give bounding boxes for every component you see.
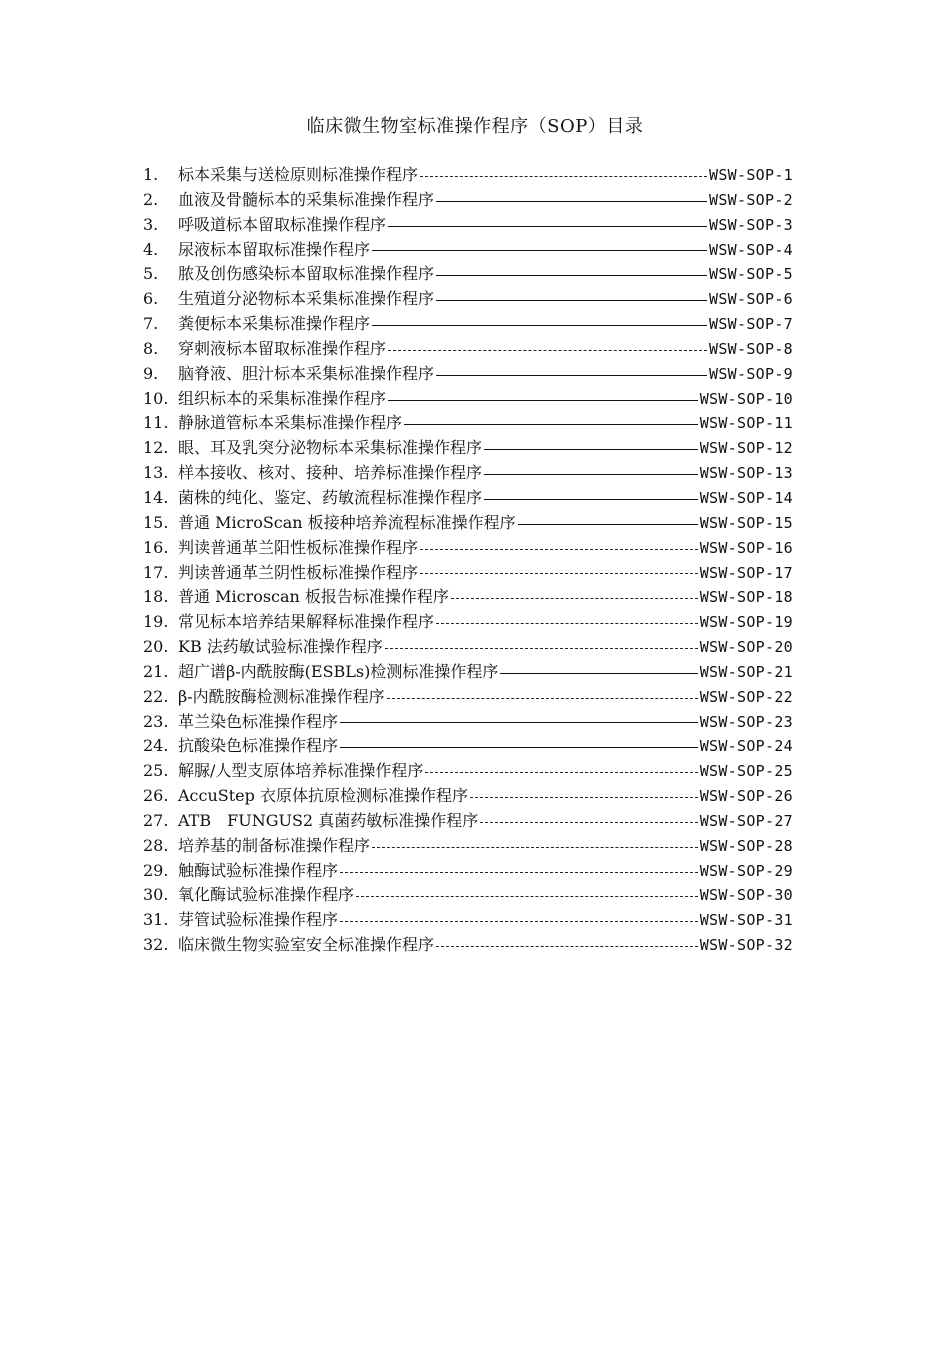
toc-entry-code: WSW-SOP-26 (699, 787, 793, 806)
toc-entry-leader (385, 648, 698, 649)
toc-entry-code: WSW-SOP-30 (699, 886, 793, 905)
toc-entry (143, 511, 793, 536)
toc-entry (143, 635, 793, 660)
toc-entry-title: 脓及创伤感染标本留取标准操作程序 (178, 264, 435, 284)
toc-entry-leader (340, 872, 698, 873)
toc-entry-number: 27. (143, 810, 169, 830)
toc-entry-code: WSW-SOP-1 (709, 166, 793, 184)
toc-entry-title: 氧化酶试验标准操作程序 (178, 885, 355, 905)
toc-entry-number: 3. (143, 214, 159, 234)
toc-entry (143, 461, 793, 486)
toc-entry-leader (470, 797, 698, 798)
toc-entry-leader (372, 325, 707, 326)
toc-entry (143, 262, 793, 287)
toc-entry-title: 超广谱β-内酰胺酶(ESBLs)检测标准操作程序 (178, 661, 499, 681)
toc-entry-title: 脑脊液、胆汁标本采集标准操作程序 (178, 363, 435, 383)
toc-entry-number: 20. (143, 637, 169, 657)
toc-entry-leader (404, 424, 698, 425)
toc-entry-code: WSW-SOP-2 (709, 190, 793, 209)
toc-entry-title: KB 法药敏试验标准操作程序 (178, 637, 383, 657)
toc-entry-code: WSW-SOP-24 (699, 737, 793, 756)
toc-entry-title: 粪便标本采集标准操作程序 (178, 314, 371, 334)
toc-entry-leader (484, 499, 698, 500)
toc-entry-code: WSW-SOP-9 (709, 364, 793, 383)
toc-entry-leader (420, 549, 698, 550)
toc-entry (143, 536, 793, 561)
toc-entry-code: WSW-SOP-19 (699, 613, 793, 632)
toc-entry-leader (436, 623, 698, 624)
toc-entry-title: 培养基的制备标准操作程序 (178, 835, 371, 855)
toc-entry-number: 5. (143, 264, 159, 284)
toc-entry-title: 普通 Microscan 板报告标准操作程序 (178, 587, 449, 607)
toc-entry (143, 809, 793, 834)
toc-entry-title: 判读普通革兰阳性板标准操作程序 (178, 537, 419, 557)
toc-entry-code: WSW-SOP-20 (699, 638, 793, 657)
toc-entry (143, 908, 793, 933)
toc-entry (143, 213, 793, 238)
toc-entry-number: 10. (143, 388, 169, 408)
toc-entry-number: 14. (143, 487, 169, 507)
toc-entry-code: WSW-SOP-17 (699, 563, 793, 582)
toc-entry (143, 411, 793, 436)
toc-entry-title: β-内酰胺酶检测标准操作程序 (178, 686, 385, 706)
toc-entry-number: 16. (143, 537, 169, 557)
toc-entry-code: WSW-SOP-12 (699, 439, 793, 458)
toc-entry-title: 解脲/人型支原体培养标准操作程序 (178, 761, 424, 781)
toc-entry-leader (451, 598, 698, 599)
toc-entry-code: WSW-SOP-23 (699, 712, 793, 731)
toc-entry-leader (425, 772, 697, 773)
toc-entry (143, 834, 793, 859)
toc-entry-leader (500, 673, 697, 674)
toc-entry-title: 呼吸道标本留取标准操作程序 (178, 214, 387, 234)
toc-entry-code: WSW-SOP-6 (709, 290, 793, 309)
toc-entry-code: WSW-SOP-15 (699, 513, 793, 532)
toc-entry-code: WSW-SOP-29 (699, 861, 793, 880)
toc-entry (143, 859, 793, 884)
toc-entry (143, 784, 793, 809)
toc-entry (143, 387, 793, 412)
toc-entry-code: WSW-SOP-27 (699, 811, 793, 830)
toc-entry-leader (484, 474, 698, 475)
toc-entry (143, 486, 793, 511)
toc-entry-code: WSW-SOP-11 (699, 414, 793, 433)
toc-entry-code: WSW-SOP-8 (709, 339, 793, 358)
toc-entry-number: 28. (143, 835, 169, 855)
toc-entry (143, 561, 793, 586)
toc-entry-leader (340, 722, 698, 723)
toc-entry-leader (436, 300, 707, 301)
toc-entry-leader (372, 250, 707, 251)
toc-entry-number: 24. (143, 736, 169, 756)
toc-entry-code: WSW-SOP-25 (699, 762, 793, 781)
toc-entry (143, 188, 793, 213)
toc-entry (143, 337, 793, 362)
toc-entry-title: 血液及骨髓标本的采集标准操作程序 (178, 189, 435, 209)
toc-entry-number: 1. (143, 165, 159, 184)
toc-entry-number: 15. (143, 512, 169, 532)
toc-entry-leader (436, 946, 698, 947)
toc-entry-code: WSW-SOP-31 (699, 911, 793, 930)
toc-entry-number: 12. (143, 438, 169, 458)
toc-entry-title: 菌株的纯化、鉴定、药敏流程标准操作程序 (178, 487, 483, 507)
toc-entry-number: 26. (143, 786, 169, 806)
toc-entry-number: 8. (143, 338, 159, 358)
toc-entry (143, 312, 793, 337)
toc-entry-number: 29. (143, 860, 169, 880)
toc-entry-title: 尿液标本留取标准操作程序 (178, 239, 371, 259)
toc-entry-title: 革兰染色标准操作程序 (178, 711, 339, 731)
toc-entry (143, 685, 793, 710)
toc-entry (143, 710, 793, 735)
toc-list (143, 163, 793, 958)
toc-entry (143, 238, 793, 263)
toc-entry-number: 11. (143, 413, 169, 433)
toc-entry-number: 31. (143, 910, 169, 930)
toc-entry-leader (518, 524, 698, 525)
toc-entry-number: 25. (143, 761, 169, 781)
toc-entry-title: 判读普通革兰阴性板标准操作程序 (178, 562, 419, 582)
toc-entry-title: 组织标本的采集标准操作程序 (178, 388, 387, 408)
toc-entry-code: WSW-SOP-16 (699, 538, 793, 557)
toc-entry-leader (388, 400, 698, 401)
toc-entry-title: 眼、耳及乳突分泌物标本采集标准操作程序 (178, 438, 483, 458)
toc-entry-leader (420, 573, 698, 574)
toc-entry-title: 标本采集与送检原则标准操作程序 (178, 165, 419, 184)
toc-entry (143, 759, 793, 784)
document-title: 临床微生物室标准操作程序（SOP）目录 (306, 116, 644, 137)
toc-entry-number: 7. (143, 314, 159, 334)
toc-entry-leader (436, 275, 707, 276)
toc-entry-code: WSW-SOP-22 (699, 687, 793, 706)
toc-entry-leader (480, 822, 697, 823)
toc-entry (143, 933, 793, 958)
toc-entry (143, 436, 793, 461)
toc-entry-leader (356, 896, 698, 897)
toc-entry-title: 静脉道管标本采集标准操作程序 (178, 413, 403, 433)
toc-entry-title: 普通 MicroScan 板接种培养流程标准操作程序 (178, 512, 516, 532)
toc-entry (143, 362, 793, 387)
toc-entry-title: 抗酸染色标准操作程序 (178, 736, 339, 756)
toc-entry-leader (388, 226, 707, 227)
toc-entry (143, 610, 793, 635)
toc-entry-code: WSW-SOP-13 (699, 464, 793, 483)
toc-entry-title: 生殖道分泌物标本采集标准操作程序 (178, 289, 435, 309)
toc-entry-number: 19. (143, 612, 169, 632)
toc-entry-number: 4. (143, 239, 159, 259)
toc-entry-code: WSW-SOP-14 (699, 488, 793, 507)
toc-entry-number: 18. (143, 587, 169, 607)
toc-entry-code: WSW-SOP-28 (699, 836, 793, 855)
toc-entry-number: 9. (143, 363, 159, 383)
toc-entry-code: WSW-SOP-5 (709, 265, 793, 284)
toc-entry-code: WSW-SOP-7 (709, 315, 793, 334)
toc-entry (143, 163, 793, 188)
toc-entry-leader (388, 350, 707, 351)
toc-entry-leader (420, 176, 707, 177)
toc-entry-number: 17. (143, 562, 169, 582)
toc-entry-title: 穿刺液标本留取标准操作程序 (178, 338, 387, 358)
toc-entry-number: 23. (143, 711, 169, 731)
toc-entry (143, 585, 793, 610)
toc-entry-code: WSW-SOP-32 (699, 936, 793, 955)
toc-entry-title: AccuStep 衣原体抗原检测标准操作程序 (178, 786, 468, 806)
toc-entry-title: 芽管试验标准操作程序 (178, 910, 339, 930)
toc-entry-number: 6. (143, 289, 159, 309)
toc-entry-title: 触酶试验标准操作程序 (178, 860, 339, 880)
toc-entry-number: 21. (143, 661, 169, 681)
toc-entry-code: WSW-SOP-3 (709, 215, 793, 234)
toc-entry-leader (484, 449, 698, 450)
toc-entry-leader (436, 375, 707, 376)
toc-entry-code: WSW-SOP-18 (699, 588, 793, 607)
toc-entry-title: 临床微生物实验室安全标准操作程序 (178, 935, 435, 955)
toc-entry-title: ATB FUNGUS2 真菌药敏标准操作程序 (178, 810, 479, 830)
toc-entry-number: 22. (143, 686, 169, 706)
toc-entry (143, 287, 793, 312)
toc-entry-number: 2. (143, 189, 159, 209)
toc-entry-leader (372, 847, 698, 848)
toc-entry-title: 样本接收、核对、接种、培养标准操作程序 (178, 463, 483, 483)
toc-entry-code: WSW-SOP-10 (699, 389, 793, 408)
toc-entry-code: WSW-SOP-21 (699, 662, 793, 681)
toc-entry-number: 13. (143, 463, 169, 483)
toc-entry (143, 883, 793, 908)
toc-entry-leader (387, 698, 698, 699)
toc-entry-leader (340, 747, 698, 748)
toc-entry-leader (436, 201, 707, 202)
toc-entry-code: WSW-SOP-4 (709, 240, 793, 259)
toc-entry (143, 734, 793, 759)
toc-entry-title: 常见标本培养结果解释标准操作程序 (178, 612, 435, 632)
toc-entry-leader (340, 921, 698, 922)
toc-entry (143, 660, 793, 685)
toc-entry-number: 30. (143, 885, 169, 905)
toc-entry-number: 32. (143, 935, 169, 955)
